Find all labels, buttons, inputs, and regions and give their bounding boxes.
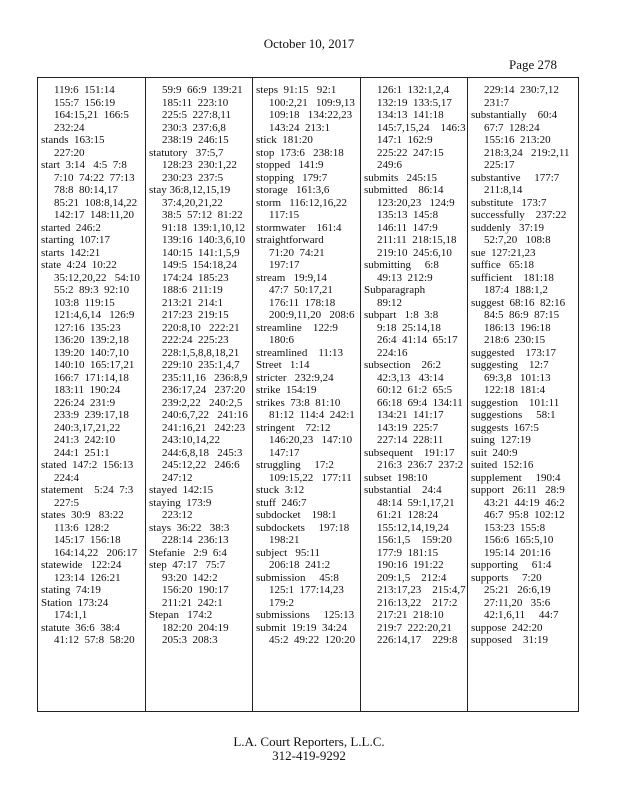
- index-entry-continuation: 61:21 128:24: [377, 509, 439, 521]
- index-entry: stuff 246:7: [256, 496, 307, 509]
- index-entry: suggesting 12:7: [471, 359, 549, 371]
- index-entry-continuation: 117:15: [269, 209, 300, 221]
- index-entry: steps 91:15 92:1: [256, 84, 337, 96]
- index-entry-continuation: 230:23 237:5: [162, 171, 224, 184]
- index-entry-continuation: 71:20 74:21: [269, 246, 325, 259]
- index-entry: Subparagraph: [364, 284, 426, 296]
- index-entry-continuation: 216:3 236:7 237:2: [377, 459, 464, 471]
- index-entry: start 3:14 4:5 7:8: [41, 159, 127, 171]
- index-entry: stick 181:20: [256, 134, 313, 146]
- index-entry-continuation: 134:21 141:17: [377, 409, 444, 421]
- index-entry-continuation: 126:1 132:1,2,4: [377, 84, 450, 96]
- index-column-1: [41, 84, 140, 647]
- index-entry: statement 5:24 7:3: [41, 484, 134, 496]
- index-entry-continuation: 66:18 69:4 134:11: [377, 396, 463, 409]
- column-divider: [360, 77, 361, 712]
- index-entry-continuation: 122:18 181:4: [484, 384, 546, 396]
- index-entry-continuation: 140:15 141:1,5,9: [162, 246, 240, 259]
- index-entry: substantive 177:7: [471, 171, 560, 184]
- index-entry-continuation: 225:5 227:8,11: [162, 109, 231, 121]
- index-entry-continuation: 225:17: [484, 159, 515, 171]
- index-entry: stringent 72:12: [256, 421, 331, 434]
- column-divider: [467, 77, 468, 712]
- footer-phone: 312-419-9292: [272, 748, 346, 763]
- index-entry-continuation: 243:10,14,22: [162, 434, 221, 446]
- index-entry-continuation: 216:13,22 217:2: [377, 596, 458, 609]
- index-entry: suggested 173:17: [471, 346, 556, 359]
- index-entry-continuation: 140:10 165:17,21: [54, 359, 135, 371]
- index-entry-continuation: 9:18 25:14,18: [377, 321, 441, 334]
- index-entry: subdockets 197:18: [256, 521, 350, 534]
- index-entry-continuation: 197:17: [269, 259, 300, 271]
- index-entry: submit 19:19 34:24: [256, 621, 348, 634]
- index-entry-continuation: 229:14 230:7,12: [484, 84, 559, 96]
- index-entry-continuation: 81:12 114:4 242:1: [269, 409, 355, 421]
- index-entry: stop 173:6 238:18: [256, 146, 344, 159]
- index-entry-continuation: 143:19 225:7: [377, 421, 439, 434]
- index-entry-continuation: 174:24 185:23: [162, 271, 229, 284]
- index-entry: Stefanie 2:9 6:4: [149, 546, 227, 559]
- index-entry-continuation: 174:1,1: [54, 609, 88, 621]
- index-entry: suited 152:16: [471, 459, 534, 471]
- index-entry: subject 95:11: [256, 546, 321, 559]
- index-entry: subset 198:10: [364, 471, 428, 484]
- index-entry-continuation: 48:14 59:1,17,21: [377, 496, 455, 509]
- index-entry-continuation: 213:21 214:1: [162, 296, 224, 309]
- index-entry-continuation: 128:23 230:1,22: [162, 159, 237, 171]
- index-entry: suing 127:19: [471, 434, 531, 446]
- index-entry-continuation: 227:20: [54, 146, 85, 159]
- index-entry: subsection 26:2: [364, 359, 441, 371]
- index-entry-continuation: 93:20 142:2: [162, 571, 218, 584]
- index-entry-continuation: 85:21 108:8,14,22: [54, 196, 138, 209]
- index-entry-continuation: 222:24 225:23: [162, 334, 229, 346]
- index-entry: statute 36:6 38:4: [41, 621, 120, 634]
- index-entry-continuation: 229:10 235:1,4,7: [162, 359, 240, 371]
- index-entry-continuation: 113:6 128:2: [54, 521, 110, 534]
- index-entry-continuation: 91:18 139:1,10,12: [162, 221, 246, 234]
- index-entry-continuation: 245:12,22 246:6: [162, 459, 240, 471]
- index-entry-continuation: 177:9 181:15: [377, 546, 439, 559]
- index-entry-continuation: 219:10 245:6,10: [377, 246, 452, 259]
- index-entry: stream 19:9,14: [256, 271, 327, 284]
- header-date: October 10, 2017: [263, 36, 355, 51]
- index-entry: starts 142:21: [41, 246, 101, 259]
- index-entry: strike 154:19: [256, 384, 317, 396]
- index-entry: statewide 122:24: [41, 559, 122, 571]
- index-entry-continuation: 37:4,20,21,22: [162, 196, 223, 209]
- index-entry-continuation: 176:11 178:18: [269, 296, 336, 309]
- index-entry-continuation: 109:18 134:22,23: [269, 109, 353, 121]
- index-entry-continuation: 109:15,22 177:11: [269, 471, 352, 484]
- index-entry-continuation: 166:7 171:14,18: [54, 371, 129, 384]
- index-entry-continuation: 155:7 156:19: [54, 96, 116, 109]
- index-entry-continuation: 224:4: [54, 471, 80, 484]
- index-entry-continuation: 244:6,8,18 245:3: [162, 446, 243, 459]
- index-entry-continuation: 7:10 74:22 77:13: [54, 171, 135, 184]
- index-entry: submission 45:8: [256, 571, 339, 584]
- index-entry: stay 36:8,12,15,19: [149, 184, 231, 196]
- index-entry: supplement 190:4: [471, 471, 561, 484]
- index-entry-continuation: 179:2: [269, 596, 295, 609]
- index-entry: supporting 61:4: [471, 559, 552, 571]
- index-entry-continuation: 145:17 156:18: [54, 534, 121, 546]
- index-entry: stopping 179:7: [256, 171, 328, 184]
- index-entry: suit 240:9: [471, 446, 518, 459]
- index-entry-continuation: 185:11 223:10: [162, 96, 229, 109]
- index-entry: submitted 86:14: [364, 184, 444, 196]
- index-entry-continuation: 155:16 213:20: [484, 134, 551, 146]
- index-entry-continuation: 218:6 230:15: [484, 334, 546, 346]
- index-entry-continuation: 164:15,21 166:5: [54, 109, 129, 121]
- index-entry-continuation: 217:23 219:15: [162, 309, 229, 321]
- index-entry: suggests 167:5: [471, 421, 539, 434]
- index-entry-continuation: 147:17: [269, 446, 300, 459]
- index-entry-continuation: 46:7 95:8 102:12: [484, 509, 565, 521]
- index-entry-continuation: 25:21 26:6,19: [484, 584, 551, 596]
- index-entry-continuation: 209:1,5 212:4: [377, 571, 447, 584]
- index-entry: states 30:9 83:22: [41, 509, 124, 521]
- index-entry-continuation: 67:7 128:24: [484, 121, 540, 134]
- index-entry-continuation: 42:3,13 43:14: [377, 371, 444, 384]
- index-entry-continuation: 205:3 208:3: [162, 634, 218, 646]
- index-entry-continuation: 200:9,11,20 208:6: [269, 309, 355, 321]
- index-entry-continuation: 183:11 190:24: [54, 384, 121, 396]
- index-entry-continuation: 231:7: [484, 96, 510, 109]
- index-entry-continuation: 41:12 57:8 58:20: [54, 634, 135, 646]
- index-entry-continuation: 186:13 196:18: [484, 321, 551, 334]
- index-entry-continuation: 232:24: [54, 121, 85, 134]
- index-entry: stopped 141:9: [256, 159, 324, 171]
- index-entry-continuation: 224:16: [377, 346, 408, 359]
- index-entry-continuation: 136:20 139:2,18: [54, 334, 129, 346]
- index-entry: stuck 3:12: [256, 484, 305, 496]
- index-entry: started 246:2: [41, 221, 101, 234]
- index-entry-continuation: 228:1,5,8,8,18,21: [162, 346, 240, 359]
- index-entry-continuation: 127:16 135:23: [54, 321, 121, 334]
- index-entry: suggestion 101:11: [471, 396, 560, 409]
- index-entry-continuation: 223:12: [162, 509, 193, 521]
- index-entry-continuation: 241:16,21 242:23: [162, 421, 246, 434]
- index-entry-continuation: 187:4 188:1,2: [484, 284, 548, 296]
- index-entry: submitting 6:8: [364, 259, 439, 271]
- index-entry-continuation: 220:8,10 222:21: [162, 321, 240, 334]
- index-entry-continuation: 103:8 119:15: [54, 296, 115, 309]
- index-entry-continuation: 143:24 213:1: [269, 121, 331, 134]
- index-entry: step 47:17 75:7: [149, 559, 226, 571]
- index-entry: Station 173:24: [41, 596, 109, 609]
- index-entry-continuation: 55:2 89:3 92:10: [54, 284, 130, 296]
- index-entry-continuation: 134:13 141:18: [377, 109, 444, 121]
- index-entry-continuation: 241:3 242:10: [54, 434, 116, 446]
- index-entry-continuation: 218:3,24 219:2,11: [484, 146, 570, 159]
- index-entry-continuation: 42:1,6,11 44:7: [484, 609, 559, 621]
- index-entry: sufficient 181:18: [471, 271, 554, 284]
- index-entry: submits 245:15: [364, 171, 438, 184]
- index-entry: substantial 24:4: [364, 484, 442, 496]
- index-entry-continuation: 156:1,5 159:20: [377, 534, 452, 546]
- index-entry-continuation: 121:4,6,14 126:9: [54, 309, 135, 321]
- index-entry-continuation: 49:13 212:9: [377, 271, 433, 284]
- index-entry-continuation: 217:21 218:10: [377, 609, 444, 621]
- index-entry: strikes 73:8 81:10: [256, 396, 341, 409]
- index-entry-continuation: 227:5: [54, 496, 80, 509]
- index-entry-continuation: 89:12: [377, 296, 403, 309]
- index-entry: suddenly 37:19: [471, 221, 545, 234]
- index-entry-continuation: 132:19 133:5,17: [377, 96, 452, 109]
- index-entry: suffice 65:18: [471, 259, 535, 271]
- index-entry-continuation: 145:7,15,24 146:3: [377, 121, 466, 134]
- index-entry: stormwater 161:4: [256, 221, 342, 234]
- index-entry-continuation: 182:20 204:19: [162, 621, 229, 634]
- index-entry-continuation: 135:13 145:8: [377, 209, 439, 221]
- index-entry-continuation: 206:18 241:2: [269, 559, 331, 571]
- index-entry-continuation: 139:20 140:7,10: [54, 346, 129, 359]
- index-entry-continuation: 60:12 61:2 65:5: [377, 384, 453, 396]
- index-entry-continuation: 236:17,24 237:20: [162, 384, 246, 396]
- index-entry: stands 163:15: [41, 134, 105, 146]
- index-entry-continuation: 59:9 66:9 139:21: [162, 84, 243, 96]
- index-entry: stricter 232:9,24: [256, 371, 334, 384]
- index-entry-continuation: 239:2,22 240:2,5: [162, 396, 243, 409]
- index-entry-continuation: 78:8 80:14,17: [54, 184, 118, 196]
- index-entry-continuation: 52:7,20 108:8: [484, 234, 551, 246]
- index-entry: sue 127:21,23: [471, 246, 536, 259]
- index-entry: storage 161:3,6: [256, 184, 330, 196]
- footer-company: L.A. Court Reporters, L.L.C.: [233, 734, 385, 749]
- index-entry: suppose 242:20: [471, 621, 543, 634]
- index-column-4: [364, 84, 466, 647]
- index-entry-continuation: 240:6,7,22 241:16: [162, 409, 248, 421]
- index-entry: substantially 60:4: [471, 109, 558, 121]
- index-entry-continuation: 198:21: [269, 534, 300, 546]
- index-entry-continuation: 188:6 211:19: [162, 284, 223, 296]
- index-entry-continuation: 190:16 191:22: [377, 559, 444, 571]
- column-divider: [145, 77, 146, 712]
- index-entry-continuation: 155:12,14,19,24: [377, 521, 449, 534]
- index-entry: staying 173:9: [149, 496, 212, 509]
- index-entry: statutory 37:5,7: [149, 146, 224, 159]
- index-entry-continuation: 225:22 247:15: [377, 146, 444, 159]
- index-entry-continuation: 153:23 155:8: [484, 521, 546, 534]
- index-entry-continuation: 180:6: [269, 334, 295, 346]
- index-entry-continuation: 195:14 201:16: [484, 546, 551, 559]
- index-entry: state 4:24 10:22: [41, 259, 117, 271]
- index-column-2: [149, 84, 248, 647]
- index-entry: Street 1:14: [256, 359, 310, 371]
- index-entry: streamline 122:9: [256, 321, 338, 334]
- index-entry-continuation: 45:2 49:22 120:20: [269, 634, 356, 646]
- index-entry-continuation: 146:20,23 147:10: [269, 434, 353, 446]
- index-entry-continuation: 219:7 222:20,21: [377, 621, 452, 634]
- index-entry-continuation: 230:3 237:6,8: [162, 121, 226, 134]
- index-entry-continuation: 249:6: [377, 159, 403, 171]
- index-entry-continuation: 211:8,14: [484, 184, 523, 196]
- index-entry-continuation: 238:19 246:15: [162, 134, 229, 146]
- index-entry-continuation: 240:3,17,21,22: [54, 421, 121, 434]
- index-entry-continuation: 226:24 231:9: [54, 396, 116, 409]
- index-entry-continuation: 156:6 165:5,10: [484, 534, 554, 546]
- index-entry-continuation: 147:1 162:9: [377, 134, 433, 146]
- index-entry: stated 147:2 156:13: [41, 459, 134, 471]
- index-entry-continuation: 84:5 86:9 87:15: [484, 309, 560, 321]
- index-entry-continuation: 38:5 57:12 81:22: [162, 209, 243, 221]
- index-entry-continuation: 235:11,16 236:8,9: [162, 371, 248, 384]
- index-entry-continuation: 149:5 154:18,24: [162, 259, 237, 271]
- index-entry-continuation: 123:20,23 124:9: [377, 196, 455, 209]
- index-entry: stays 36:22 38:3: [149, 521, 230, 534]
- index-entry-continuation: 35:12,20,22 54:10: [54, 271, 140, 284]
- index-entry: struggling 17:2: [256, 459, 334, 471]
- index-entry-continuation: 69:3,8 101:13: [484, 371, 551, 384]
- index-entry-continuation: 142:17 148:11,20: [54, 209, 134, 221]
- index-column-5: [471, 84, 569, 647]
- index-entry-continuation: 26:4 41:14 65:17: [377, 334, 458, 346]
- index-entry-continuation: 164:14,22 206:17: [54, 546, 138, 559]
- index-column-3: [256, 84, 355, 647]
- index-entry: straightforward: [256, 234, 324, 246]
- index-entry-continuation: 146:11 147:9: [377, 221, 438, 234]
- page-number: Page 278: [509, 57, 558, 72]
- index-entry: successfully 237:22: [471, 209, 567, 221]
- index-entry: supposed 31:19: [471, 634, 548, 646]
- index-entry: supports 7:20: [471, 571, 542, 584]
- index-entry: subdocket 198:1: [256, 509, 337, 521]
- index-entry-continuation: 119:6 151:14: [54, 84, 115, 96]
- index-entry: stating 74:19: [41, 584, 101, 596]
- index-entry-continuation: 156:20 190:17: [162, 584, 229, 596]
- index-entry-continuation: 125:1 177:14,23: [269, 584, 344, 596]
- index-entry: Stepan 174:2: [149, 609, 213, 621]
- index-entry-continuation: 27:11,20 35:6: [484, 596, 551, 609]
- index-entry-continuation: 226:14,17 229:8: [377, 634, 458, 646]
- index-entry: submissions 125:13: [256, 609, 355, 621]
- index-entry-continuation: 244:1 251:1: [54, 446, 110, 459]
- index-entry: starting 107:17: [41, 234, 111, 246]
- index-entry-continuation: 211:21 242:1: [162, 596, 223, 609]
- index-entry-continuation: 213:17,23 215:4,7: [377, 584, 466, 596]
- index-entry: streamlined 11:13: [256, 346, 343, 359]
- index-entry: storm 116:12,16,22: [256, 196, 347, 209]
- index-entry-continuation: 228:14 236:13: [162, 534, 229, 546]
- index-entry-continuation: 211:11 218:15,18: [377, 234, 457, 246]
- index-entry: subpart 1:8 3:8: [364, 309, 439, 321]
- index-entry: suggestions 58:1: [471, 409, 556, 421]
- index-entry-continuation: 139:16 140:3,6,10: [162, 234, 246, 246]
- index-entry: support 26:11 28:9: [471, 484, 565, 496]
- index-entry-continuation: 233:9 239:17,18: [54, 409, 129, 421]
- index-entry: stayed 142:15: [149, 484, 214, 496]
- index-entry-continuation: 43:21 44:19 46:2: [484, 496, 565, 509]
- index-entry-continuation: 227:14 228:11: [377, 434, 444, 446]
- index-entry: subsequent 191:17: [364, 446, 455, 459]
- column-divider: [252, 77, 253, 712]
- index-entry-continuation: 47:7 50:17,21: [269, 284, 333, 296]
- index-entry-continuation: 100:2,21 109:9,13: [269, 96, 355, 109]
- index-entry: suggest 68:16 82:16: [471, 296, 566, 309]
- index-entry-continuation: 123:14 126:21: [54, 571, 121, 584]
- index-entry-continuation: 247:12: [162, 471, 193, 484]
- index-entry: substitute 173:7: [471, 196, 547, 209]
